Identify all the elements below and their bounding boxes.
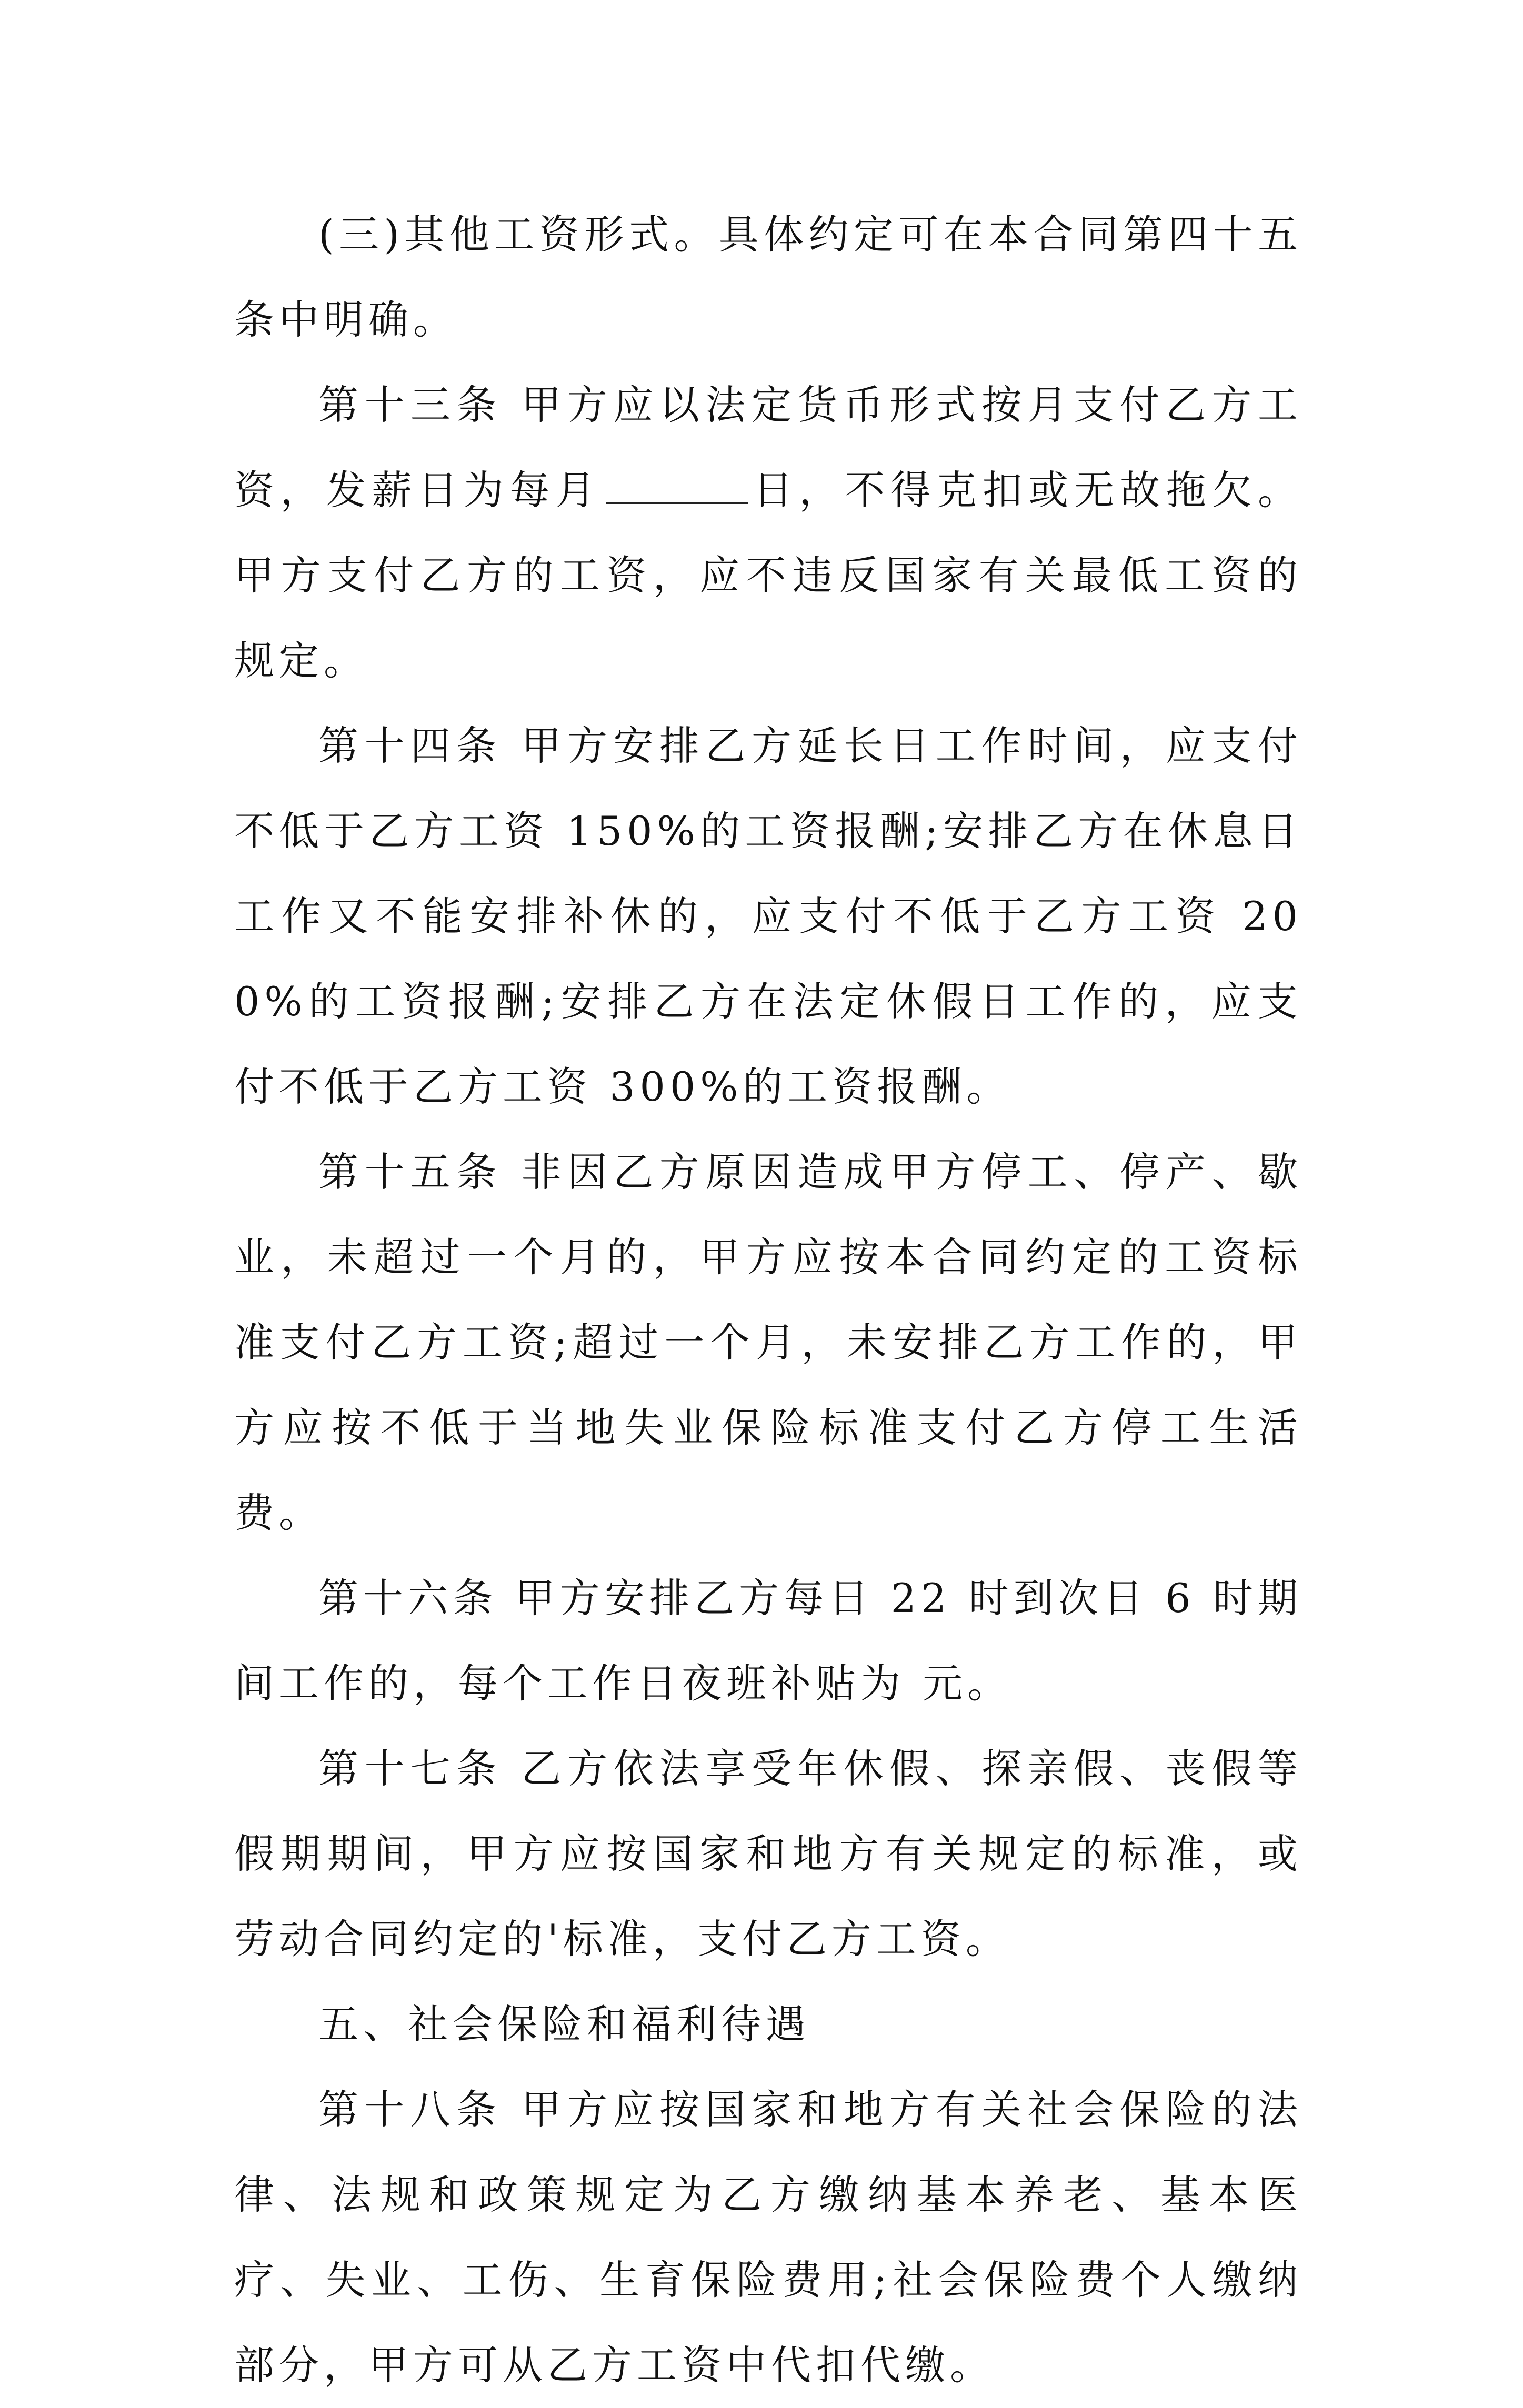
paragraph-article-13 (234, 362, 1302, 703)
paragraph-article-14 (234, 703, 1302, 1130)
paragraph-other-wage-forms (234, 192, 1302, 362)
paragraph-text: 日，不得克扣或无故拖欠。甲方支付乙方的工资，应不违反国家有关最低工资的规定。 (234, 467, 1303, 684)
paragraph-text: 第十七条 乙方依法享受年休假、探亲假、丧假等假期期间，甲方应按国家和地方有关规定的标准，或劳动合同约定的'标准，支付乙方工资。 (234, 1745, 1302, 1962)
paragraph-article-15 (234, 1130, 1302, 1556)
document-body (234, 192, 1302, 2408)
paragraph-text: 第十六条 甲方安排乙方每日 22 时到次日 6 时期间工作的，每个工作日夜班补贴为 元。 (234, 1575, 1302, 1707)
paragraph-article-18 (234, 2067, 1302, 2408)
paragraph-text: (三)其他工资形式。具体约定可在本合同第四十五条中明确。 (234, 211, 1302, 343)
paragraph-text: 第十五条 非因乙方原因造成甲方停工、停产、歇业，未超过一个月的，甲方应按本合同约定的工资标准支付乙方工资;超过一个月，未安排乙方工作的，甲方应按不低于当地失业保险标准支付乙方停工生活费。 (234, 1148, 1302, 1536)
section-heading-social-insurance (234, 1982, 1302, 2067)
paragraph-text: 第十三条 甲方应以法定货币形式按月支付乙方工资，发薪日为每月 (234, 381, 1302, 513)
paragraph-text: 第十四条 甲方安排乙方延长日工作时间，应支付不低于乙方工资 150%的工资报酬;安排乙方在休息日工作又不能安排补休的，应支付不低于乙方工资 200%的工资报酬;安排乙方在法定休假日工作的，应支付不低于乙方工资 300%的工资报酬。 (234, 722, 1302, 1110)
paragraph-article-16 (234, 1556, 1302, 1726)
paragraph-article-17 (234, 1726, 1302, 1982)
paragraph-text: 第十八条 甲方应按国家和地方有关社会保险的法律、法规和政策规定为乙方缴纳基本养老、基本医疗、失业、工伤、生育保险费用;社会保险费个人缴纳部分，甲方可从乙方工资中代扣代缴。 (234, 2086, 1302, 2389)
payday-blank-line (606, 497, 748, 504)
section-heading-text: 五、社会保险和福利待遇 (318, 2001, 810, 2048)
